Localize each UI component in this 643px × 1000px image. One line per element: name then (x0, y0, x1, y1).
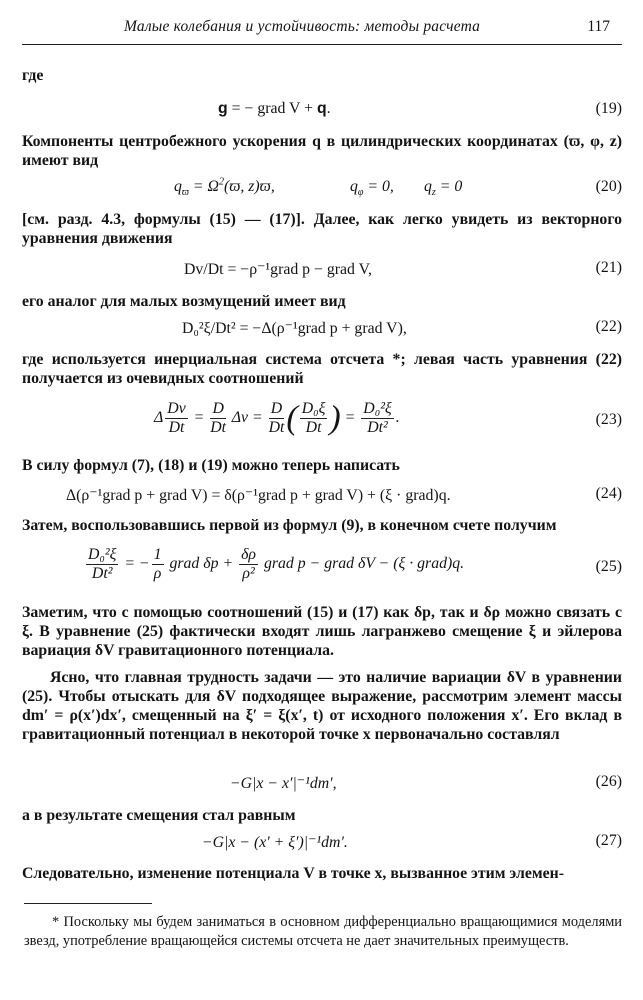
eq25-f1-num: D₀²ξ (88, 546, 117, 563)
equation-24 (22, 485, 622, 507)
paragraph-zametim: Заметим, что с помощью соотношений (15) и (17) как δp, так и δρ можно связать с ξ. В уравнение (25) фактически входят лишь лагранжево смещение ξ и эйлерова вариация δV гравитационного потенциала. (22, 604, 622, 659)
eq23-end: . (395, 409, 400, 427)
eq22-number: (22) (595, 318, 622, 335)
paragraph-arez: а в результате смещения стал равным (22, 807, 296, 824)
eq23-f4-den: Dt (305, 419, 322, 436)
eq20-sub-omega: ϖ (181, 187, 189, 199)
footnote (24, 913, 622, 951)
eq19-rhs: = − grad V + (227, 100, 317, 117)
eq20-sub-phi: φ (357, 187, 364, 199)
equation-22 (22, 318, 622, 340)
paragraph-gde: где (22, 67, 44, 84)
eq20-number: (20) (595, 178, 622, 195)
eq19-q: q (316, 100, 327, 117)
paragraph-vsilu: В силу формул (7), (18) и (19) можно теперь написать (22, 457, 400, 474)
eq25-b: grad δp + (165, 555, 238, 573)
paragraph-sm: [см. разд. 4.3, формулы (15) — (17)]. Далее, как легко увидеть из векторного уравнения движения (22, 211, 622, 247)
running-title: Малые колебания и устойчивость: методы расчета (124, 18, 481, 35)
equation-25 (22, 546, 622, 592)
equation-23: Δ $\frac{Dv}{Dt}$ = $\frac{D}{Dt}$ Δv = $\frac{D}{Dt}$ ( $\frac{\text{D₀ξ}}{Dt}$ ) = $\frac{\text{D₀²ξ}}{\text{Dt²}}$ . (23) (154, 399, 622, 437)
eq20-q-omega: q (174, 178, 182, 195)
eq23-f3-den: Dt (268, 419, 285, 436)
running-header (124, 18, 624, 42)
paragraph-gde-inertial: где используется инерциальная система отсчета *; левая часть уравнения (22) получается из очевидных соотношений (22, 351, 622, 387)
eq23-f5-num: D₀²ξ (363, 400, 392, 417)
eq22-body: D₀²ξ/Dt² = −Δ(ρ⁻¹grad p + grad V), (182, 320, 407, 337)
paragraph-yasno: Ясно, что главная трудность задачи — это наличие вариации δV в уравнении (25). Чтобы отыскать для δV подходящее выражение, рассмотрим элемент массы dm′ = ρ(x′)dx′, смещенный на ξ′ = ξ(x′, t) от исходного положения x′. Его вклад в гравитационный потенциал в некоторой точке x первоначально составлял (22, 669, 622, 743)
equation-26 (22, 773, 622, 795)
eq27-body: −G|x − (x′ + ξ′)|⁻¹dm′. (202, 834, 348, 851)
page-number: 117 (587, 18, 610, 35)
equation-27 (22, 832, 622, 854)
eq21-number: (21) (595, 259, 622, 276)
eq24-number: (24) (595, 485, 622, 502)
eq19-g: g (218, 100, 228, 117)
eq23-f4-num: D₀ξ (301, 400, 326, 417)
eq23-f1-num: Dv (167, 400, 186, 417)
eq20-sub-z: z (431, 187, 436, 199)
eq27-number: (27) (595, 832, 622, 849)
eq25-f1-den: Dt² (91, 565, 113, 582)
eq23-f2-num: D (210, 400, 226, 419)
eq19-dot: . (326, 100, 331, 117)
paragraph-analog: его аналог для малых возмущений имеет вид (22, 293, 346, 310)
equation-19 (22, 100, 622, 122)
eq23-delta: Δ (154, 409, 164, 427)
eq25-f2-den: ρ (153, 565, 162, 582)
eq25-number: (25) (595, 558, 622, 575)
paragraph-sled: Следовательно, изменение потенциала V в точке x, вызванное этим элемен- (22, 865, 564, 882)
eq25-a: = − (120, 555, 150, 573)
header-rule (22, 44, 622, 45)
eq23-f3-num: D (269, 400, 285, 419)
eq20-zero1: = 0, (363, 178, 394, 195)
paragraph-components: Компоненты центробежного ускорения q в цилиндрических координатах (ϖ, φ, z) имеют вид (22, 133, 622, 169)
eq23-eq2: = (340, 409, 360, 427)
eq20-arg: (ϖ, z)ϖ, (223, 178, 275, 195)
eq20-q-phi: q (350, 178, 358, 195)
eq20-zero2: = 0 (435, 178, 463, 195)
eq21-body: Dv/Dt = −ρ⁻¹grad p − grad V, (184, 261, 372, 278)
eq26-body: −G|x − x′|⁻¹dm′, (230, 775, 337, 792)
eq23-mid: Δv = (228, 409, 267, 427)
footnote-text: * Поскольку мы будем заниматься в основном дифференциально вращающимися моделями звезд, употребление вращающейся системы отсчета не дает значительных преимуществ. (24, 914, 622, 949)
eq23-number: (23) (595, 411, 622, 428)
equation-20 (22, 178, 622, 200)
eq25-f3-den: ρ² (242, 565, 255, 582)
eq23-f2-den: Dt (210, 419, 227, 436)
eq25-f3-num: δρ (241, 546, 257, 563)
eq20-Omega: = Ω (188, 178, 219, 195)
footnote-rule (24, 903, 152, 904)
eq24-body: Δ(ρ⁻¹grad p + grad V) = δ(ρ⁻¹grad p + grad V) + (ξ · grad)q. (66, 487, 451, 504)
eq26-number: (26) (595, 773, 622, 790)
eq20-sup2: 2 (218, 176, 224, 188)
eq19-number: (19) (595, 100, 622, 117)
equation-21 (22, 259, 622, 281)
eq25-c: grad p − grad δV − (ξ · grad)q. (260, 555, 465, 573)
eq20-q-z: q (424, 178, 432, 195)
eq23-eq1: = (189, 409, 209, 427)
paragraph-zatem: Затем, воспользовавшись первой из формул (9), в конечном счете получим (22, 517, 557, 534)
eq23-f5-den: Dt² (367, 419, 388, 436)
eq25-f2-num: 1 (153, 546, 162, 563)
eq23-f1-den: Dt (168, 419, 185, 436)
